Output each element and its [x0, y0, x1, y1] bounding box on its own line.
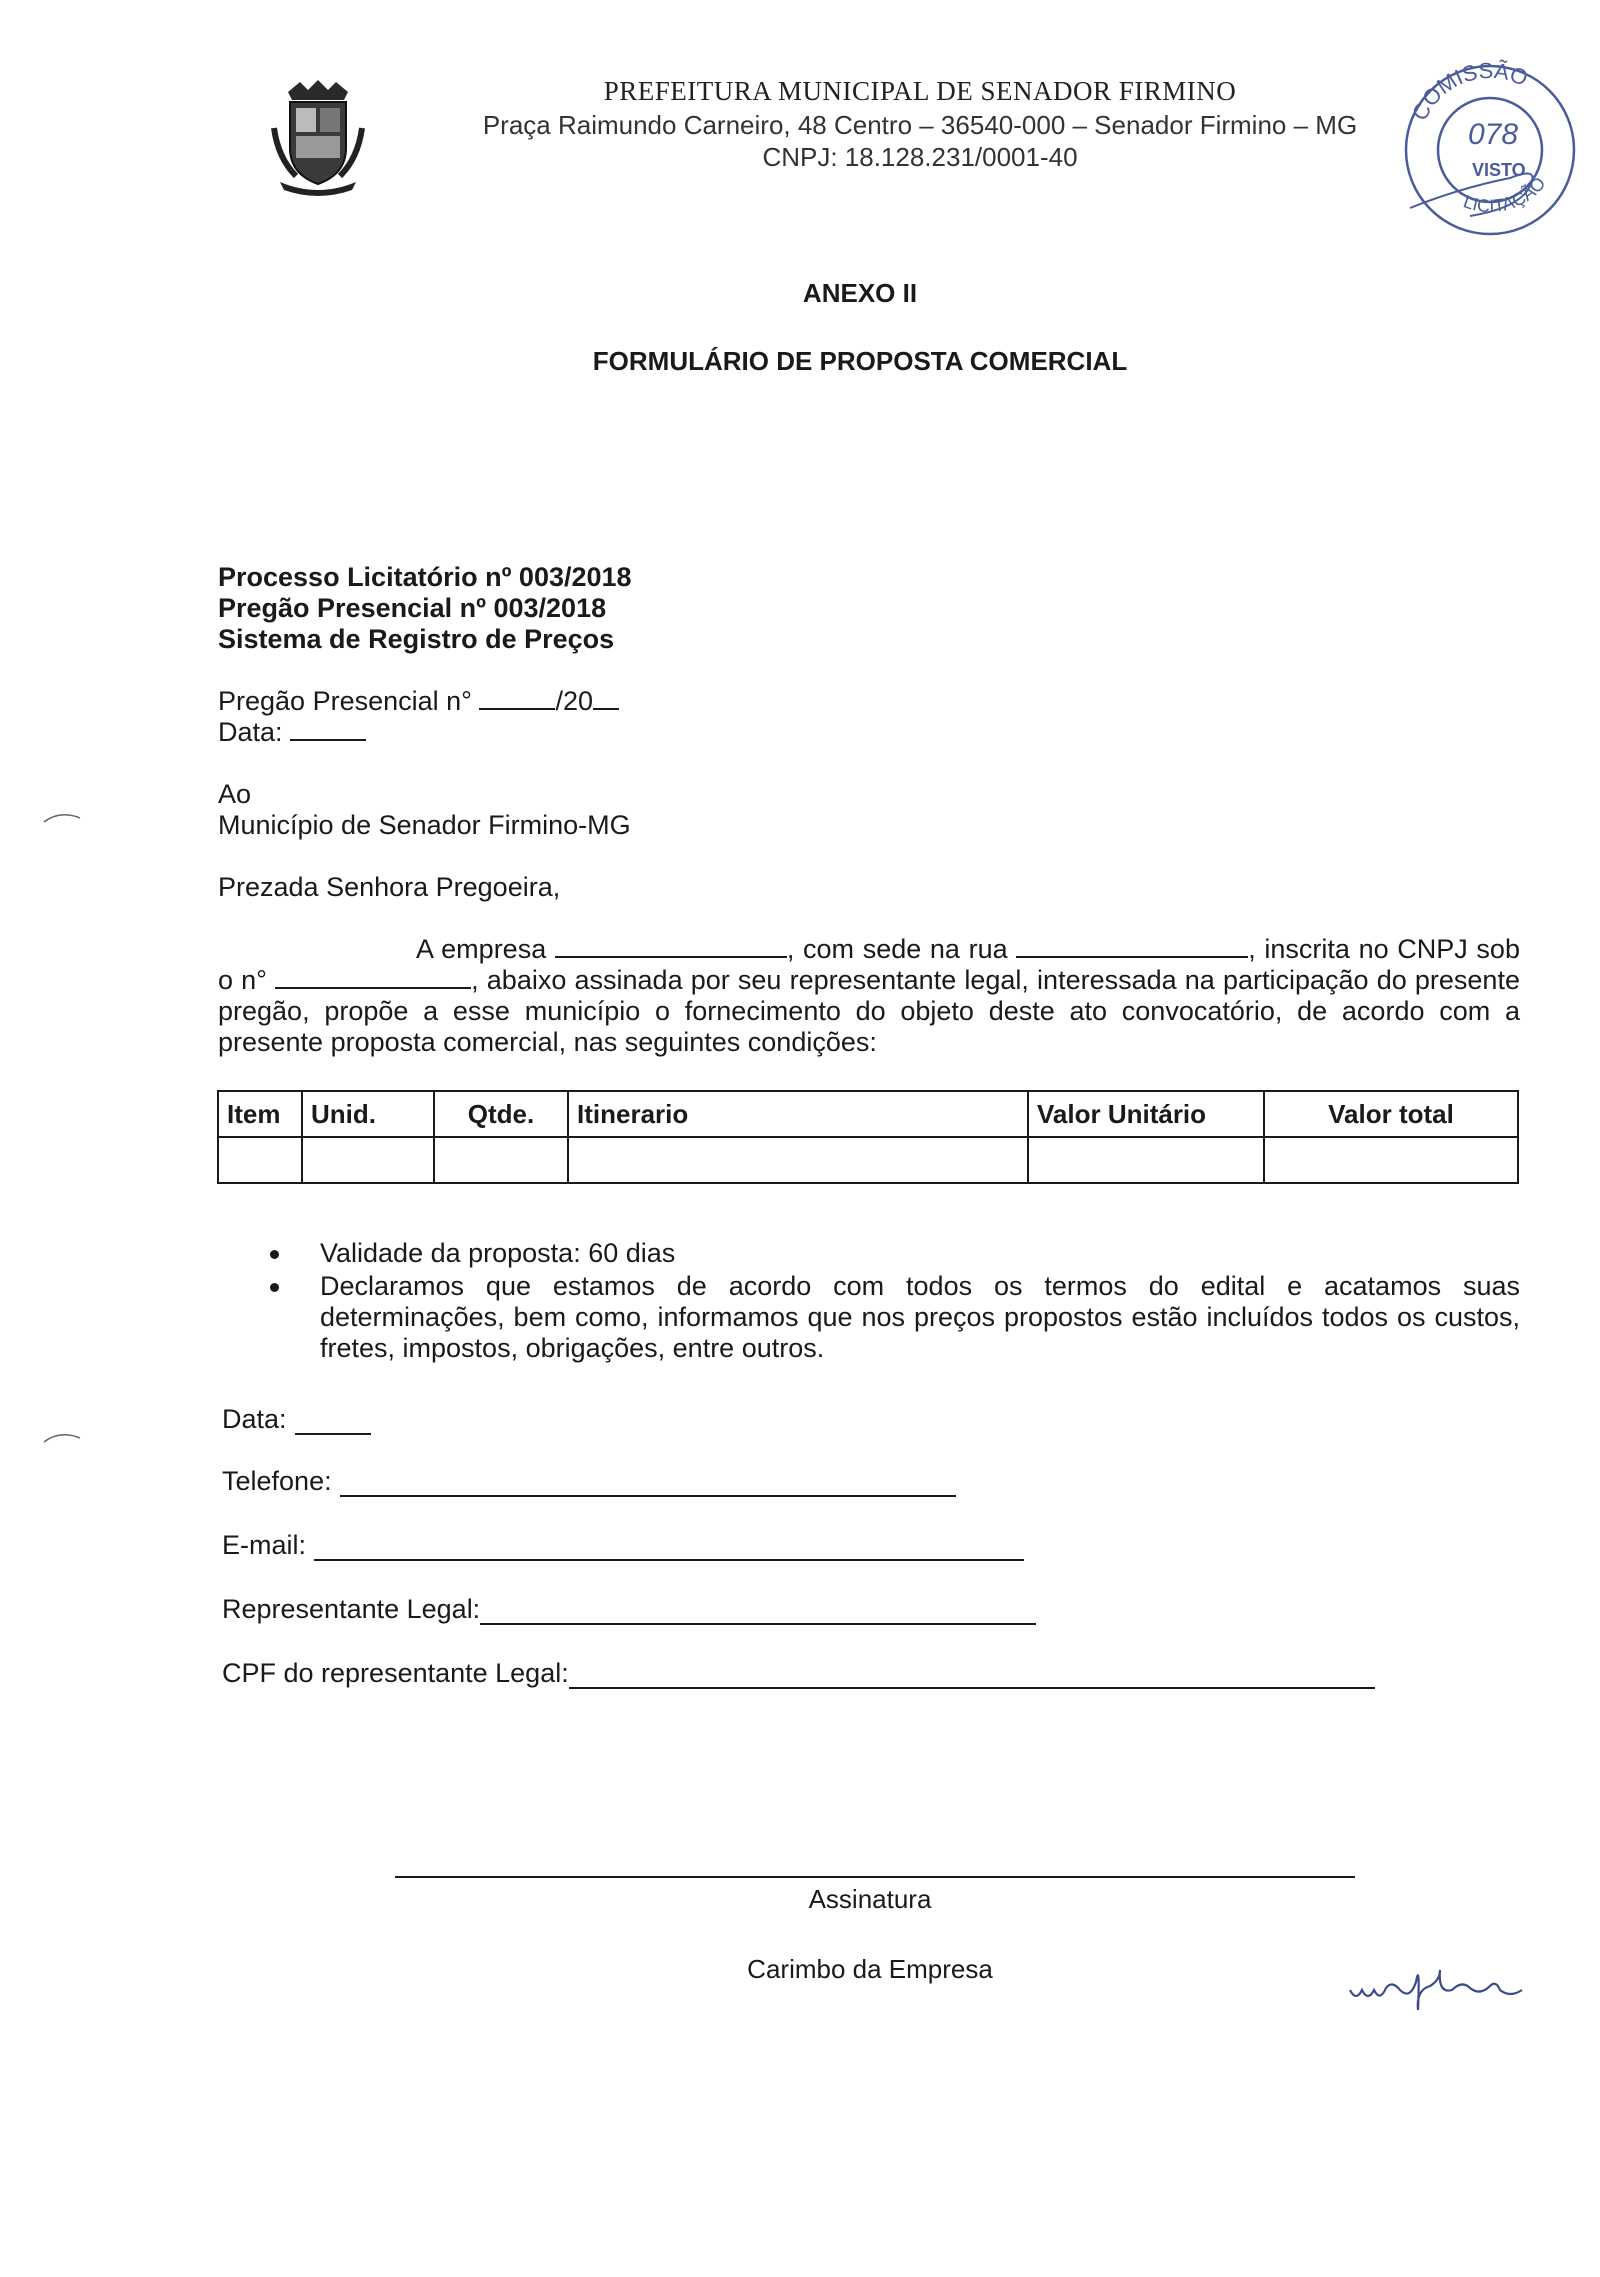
proposal-paragraph: [218, 934, 1520, 1058]
cell-unit[interactable]: [302, 1137, 434, 1183]
phone-label: Telefone:: [222, 1466, 332, 1496]
email-blank[interactable]: [314, 1535, 1024, 1561]
table-header-row: [218, 1091, 1518, 1137]
annex-title: ANEXO II: [802, 278, 918, 308]
commission-stamp: [1390, 58, 1590, 238]
stamp-number: 078: [1468, 118, 1519, 151]
cnpj-blank[interactable]: [275, 965, 471, 989]
stamp-middle-text: VISTO: [1472, 160, 1526, 180]
col-unit: Unid.: [302, 1091, 434, 1137]
conditions-list: [270, 1238, 1520, 1366]
margin-mark-icon: [40, 808, 90, 828]
form-title: FORMULÁRIO DE PROPOSTA COMERCIAL: [592, 346, 1128, 376]
representative-blank[interactable]: [480, 1599, 1036, 1625]
pregao-number-blank[interactable]: [479, 686, 555, 710]
cell-unit-value[interactable]: [1028, 1137, 1264, 1183]
paragraph-address-label: , com sede na rua: [786, 934, 1008, 964]
date-label: Data:: [222, 1404, 287, 1434]
org-name: PREFEITURA MUNICIPAL DE SENADOR FIRMINO: [603, 76, 1237, 106]
signature-label: Assinatura: [808, 1884, 932, 1914]
street-blank[interactable]: [1016, 934, 1248, 958]
bullet-icon: [270, 1283, 279, 1292]
paragraph-cnpj-label: , inscrita no CNPJ sob o n°: [218, 934, 1520, 995]
pregao-date-label: Data:: [218, 717, 283, 747]
pregao-date-line: [218, 717, 366, 748]
cell-itinerary[interactable]: [568, 1137, 1028, 1183]
list-item: Declaramos que estamos de acordo com todos os termos do edital e acatamos suas determinações, bem como, informamos que nos preços propostos estão incluídos todos os custos, fretes, impostos, obrigações, entre outros.: [270, 1271, 1520, 1364]
phone-field: [222, 1466, 956, 1497]
signature-line[interactable]: [395, 1876, 1355, 1878]
bullet-icon: [270, 1250, 279, 1259]
municipal-crest-icon: [270, 78, 366, 196]
cell-item[interactable]: [218, 1137, 302, 1183]
date-blank[interactable]: [295, 1409, 371, 1435]
stamp-top-text: COMISSÃO: [1406, 58, 1532, 125]
company-stamp-label: Carimbo da Empresa: [747, 1954, 993, 1984]
pregao-year-prefix: /20: [555, 686, 594, 716]
representative-field: [222, 1594, 1036, 1625]
paragraph-company-label: A empresa: [416, 934, 547, 964]
date-field: [222, 1404, 371, 1435]
cell-qty[interactable]: [434, 1137, 568, 1183]
email-field: [222, 1530, 1024, 1561]
cpf-blank[interactable]: [569, 1663, 1375, 1689]
list-item: Validade da proposta: 60 dias: [270, 1238, 1520, 1269]
pregao-number-line: [218, 686, 619, 717]
pregao-label: Pregão Presencial n°: [218, 686, 472, 716]
col-itinerary: Itinerario: [568, 1091, 1028, 1137]
cpf-label: CPF do representante Legal:: [222, 1658, 569, 1688]
process-line-1: Processo Licitatório nº 003/2018: [218, 562, 632, 592]
col-unit-value: Valor Unitário: [1028, 1091, 1264, 1137]
cell-total-value[interactable]: [1264, 1137, 1518, 1183]
email-label: E-mail:: [222, 1530, 307, 1560]
col-qty: Qtde.: [434, 1091, 568, 1137]
pregao-date-blank[interactable]: [290, 717, 366, 741]
recipient-name: Município de Senador Firmino-MG: [218, 810, 631, 840]
paragraph-body: , abaixo assinada por seu representante legal, interessada na participação do presente pregão, propõe a esse município o fornecimento do objeto deste ato convocatório, de acordo com a presente proposta comercial, nas seguintes condições:: [218, 965, 1520, 1057]
salutation: Prezada Senhora Pregoeira,: [218, 872, 561, 902]
table-row: [218, 1137, 1518, 1183]
margin-mark-icon: [40, 1428, 90, 1448]
cpf-field: [222, 1658, 1375, 1689]
org-cnpj: CNPJ: 18.128.231/0001-40: [762, 142, 1078, 172]
col-total-value: Valor total: [1264, 1091, 1518, 1137]
col-item: Item: [218, 1091, 302, 1137]
phone-blank[interactable]: [340, 1471, 956, 1497]
company-name-blank[interactable]: [555, 934, 787, 958]
pregao-year-blank[interactable]: [593, 686, 619, 710]
org-address: Praça Raimundo Carneiro, 48 Centro – 36540-000 – Senador Firmino – MG: [482, 110, 1358, 140]
recipient-to: Ao: [218, 779, 252, 809]
handwritten-signature: [1340, 1950, 1540, 2030]
process-line-2: Pregão Presencial nº 003/2018: [218, 593, 607, 623]
representative-label: Representante Legal:: [222, 1594, 481, 1624]
process-line-3: Sistema de Registro de Preços: [218, 624, 615, 654]
stamp-bottom-text: LICITAÇÃO: [1460, 173, 1550, 217]
items-table: [217, 1090, 1519, 1184]
